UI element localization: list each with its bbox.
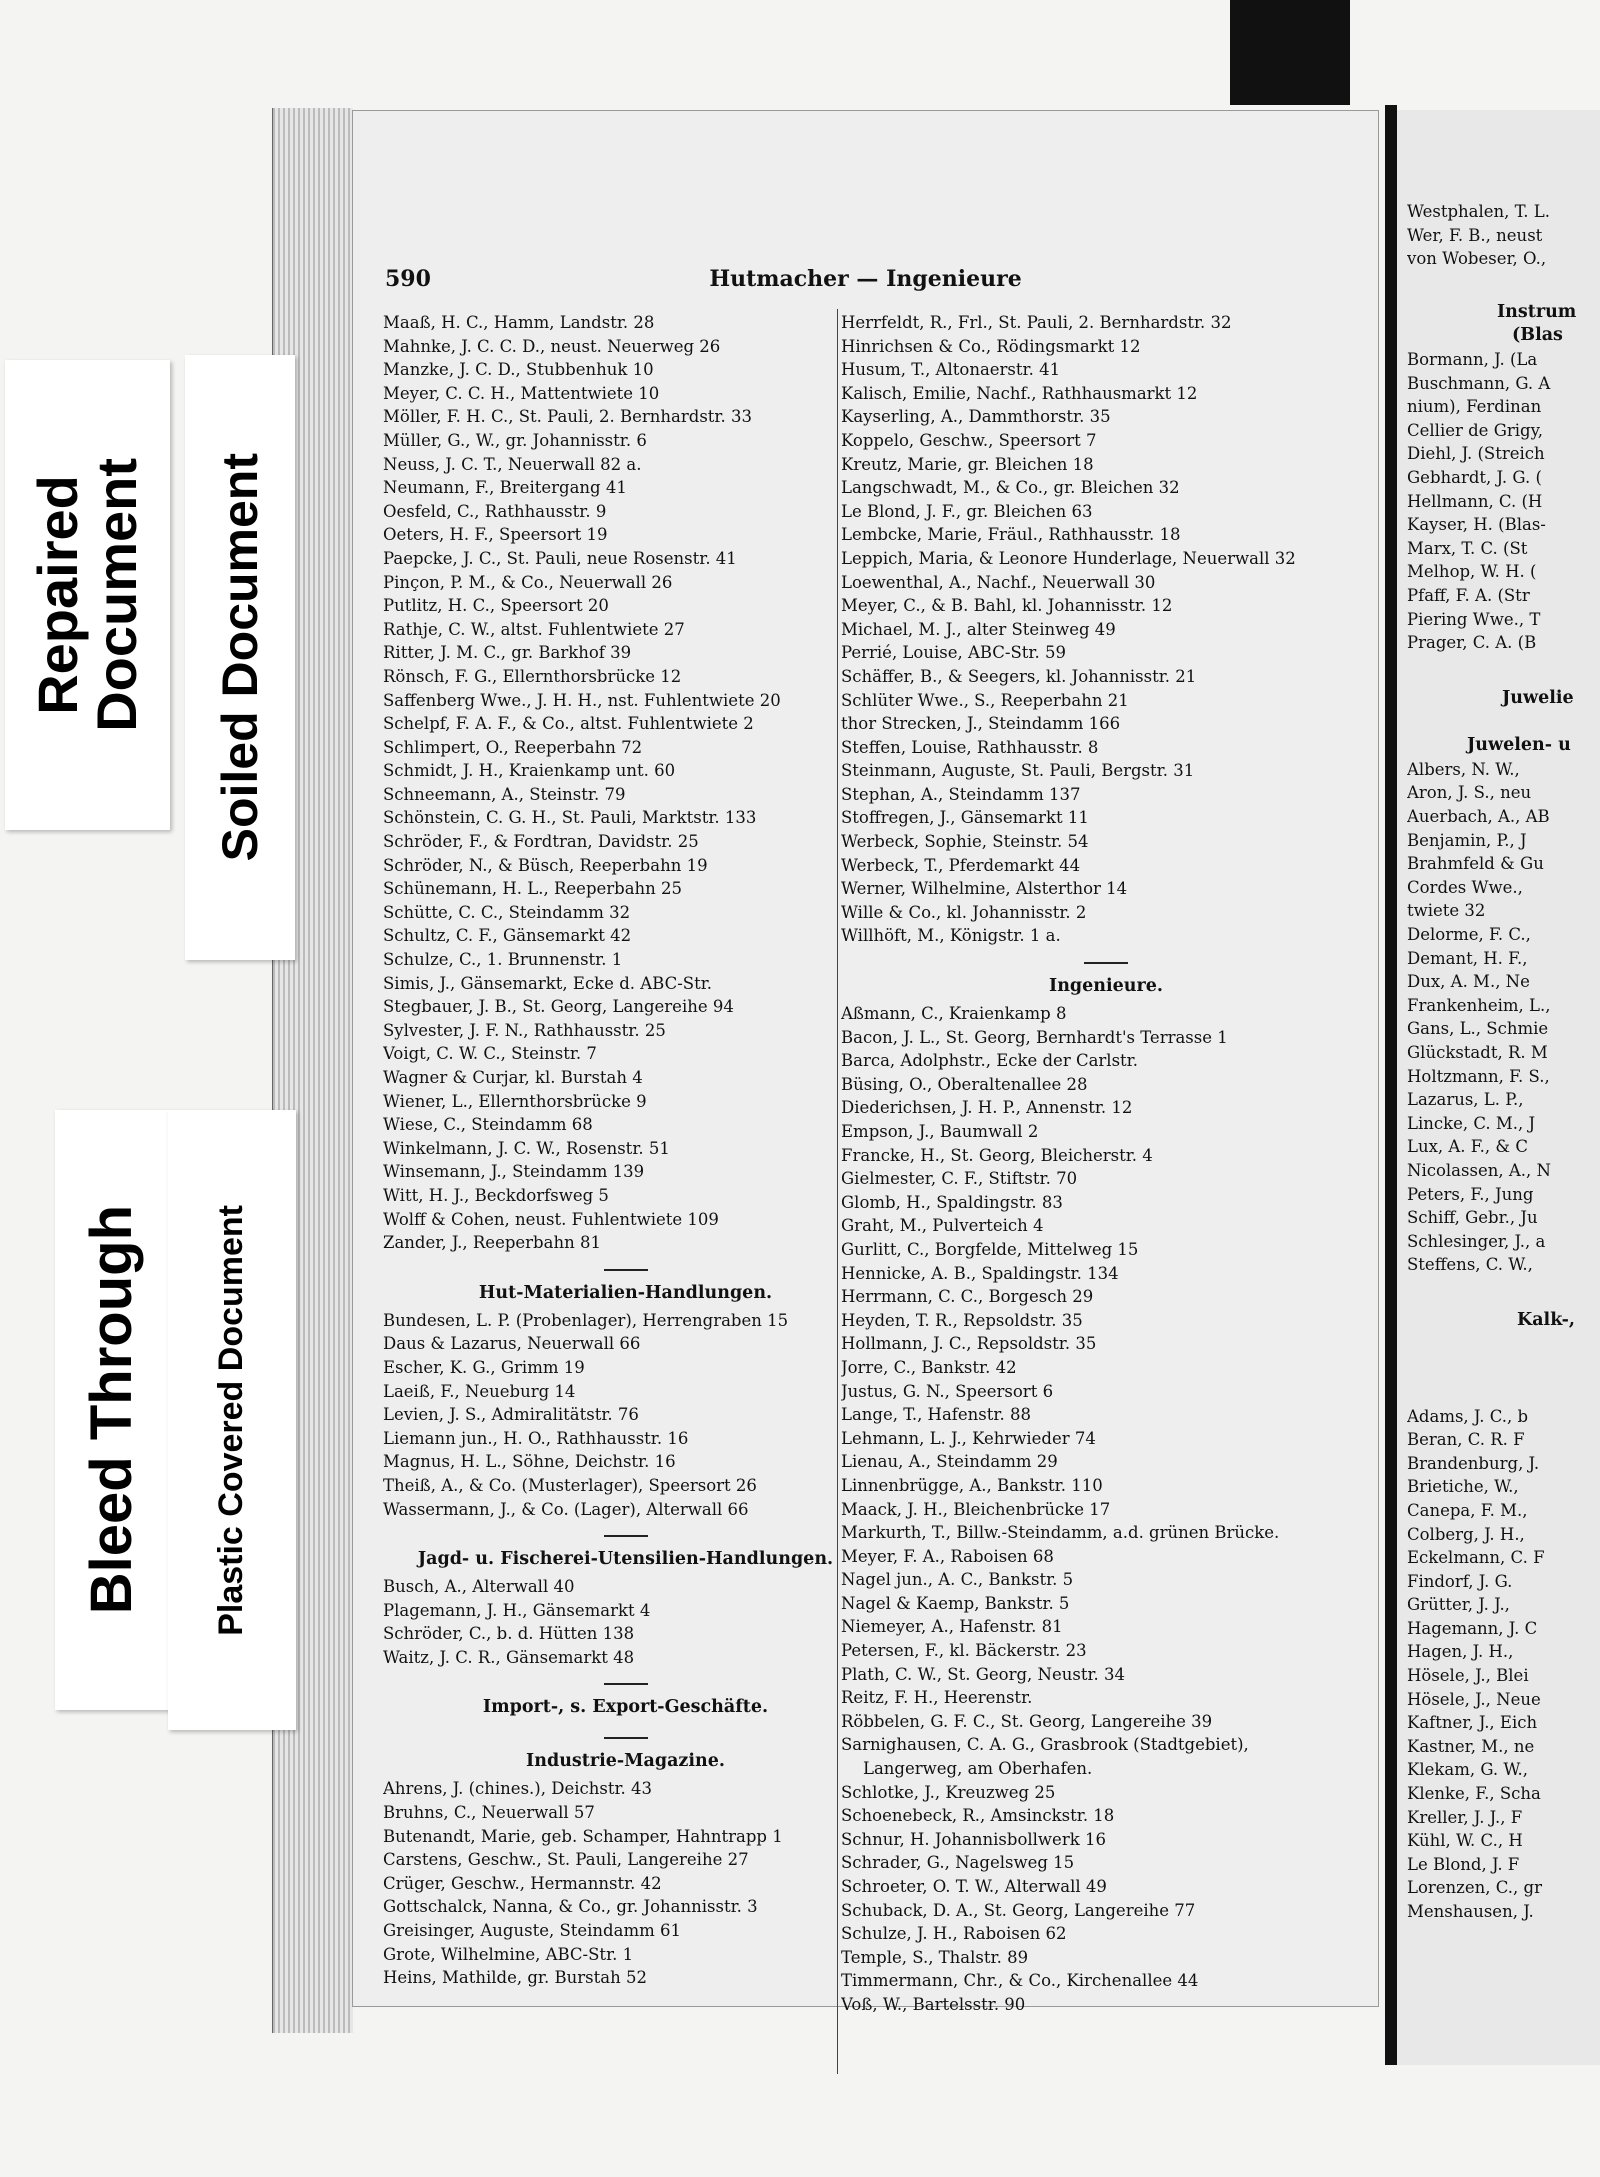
directory-entry: Rathje, C. W., altst. Fuhlentwiete 27 bbox=[383, 619, 685, 639]
facing-entry: Colberg, J. H., bbox=[1407, 1524, 1525, 1544]
section-rule bbox=[604, 1535, 648, 1537]
directory-entry: Schulze, C., 1. Brunnenstr. 1 bbox=[383, 950, 623, 970]
facing-entry: Brandenburg, J. bbox=[1407, 1453, 1540, 1473]
directory-entry: Wiener, L., Ellernthorsbrücke 9 bbox=[383, 1091, 647, 1111]
bleed-through-text: Bleed Through bbox=[79, 1205, 145, 1615]
directory-entry: Meyer, F. A., Raboisen 68 bbox=[841, 1546, 1054, 1566]
bleed-through-tag bbox=[55, 1110, 170, 1710]
directory-entry: Herrfeldt, R., Frl., St. Pauli, 2. Bernhardstr. 32 bbox=[841, 313, 1232, 332]
facing-entry: Brietiche, W., bbox=[1407, 1477, 1519, 1497]
directory-entry: Koppelo, Geschw., Speersort 7 bbox=[841, 430, 1097, 450]
directory-entry: Carstens, Geschw., St. Pauli, Langereihe 27 bbox=[383, 1850, 749, 1870]
directory-entry: Langerweg, am Oberhafen. bbox=[863, 1759, 1093, 1779]
directory-entry: Schröder, N., & Büsch, Reeperbahn 19 bbox=[383, 855, 708, 875]
facing-entry: Westphalen, T. L. bbox=[1407, 202, 1550, 221]
directory-entry: Wille & Co., kl. Johannisstr. 2 bbox=[841, 902, 1087, 922]
directory-entry: Stegbauer, J. B., St. Georg, Langereihe 94 bbox=[383, 997, 734, 1017]
directory-entry: Empson, J., Baumwall 2 bbox=[841, 1122, 1039, 1141]
facing-entry: Aron, J. S., neu bbox=[1407, 783, 1532, 803]
directory-entry: Schröder, C., b. d. Hütten 138 bbox=[383, 1624, 635, 1644]
directory-entry: Bundesen, L. P. (Probenlager), Herrengraben 15 bbox=[383, 1310, 789, 1330]
directory-entry: Schuback, D. A., St. Georg, Langereihe 77 bbox=[841, 1900, 1196, 1920]
directory-entry: Heins, Mathilde, gr. Burstah 52 bbox=[383, 1968, 647, 1988]
facing-entry: Lux, A. F., & C bbox=[1407, 1137, 1528, 1157]
facing-entry: Nicolassen, A., N bbox=[1407, 1160, 1551, 1180]
facing-entry: von Wobeser, O., bbox=[1407, 249, 1547, 269]
directory-entry: Steffen, Louise, Rathhausstr. 8 bbox=[841, 737, 1099, 757]
directory-entry: Glomb, H., Spaldingstr. 83 bbox=[841, 1192, 1063, 1212]
directory-entry: Meyer, C. C. H., Mattentwiete 10 bbox=[383, 383, 660, 403]
directory-entry: Büsing, O., Oberaltenallee 28 bbox=[841, 1074, 1088, 1094]
section-heading-industrie: Industrie-Magazine. bbox=[526, 1751, 725, 1772]
directory-entry: Graht, M., Pulverteich 4 bbox=[841, 1216, 1044, 1236]
facing-entry: Eckelmann, C. F bbox=[1407, 1548, 1545, 1568]
facing-entry: Holtzmann, F. S., bbox=[1407, 1066, 1550, 1086]
directory-entry: Reitz, F. H., Heerenstr. bbox=[841, 1688, 1033, 1708]
facing-entry: Demant, H. F., bbox=[1407, 948, 1528, 968]
directory-entry: Waitz, J. C. R., Gänsemarkt 48 bbox=[383, 1647, 635, 1667]
facing-entry: Brahmfeld & Gu bbox=[1407, 854, 1544, 874]
directory-entry: Maaß, H. C., Hamm, Landstr. 28 bbox=[383, 313, 655, 332]
directory-entry: Bruhns, C., Neuerwall 57 bbox=[383, 1803, 595, 1823]
facing-entry: Dux, A. M., Ne bbox=[1407, 972, 1530, 992]
directory-entry: Lehmann, L. J., Kehrwieder 74 bbox=[841, 1428, 1096, 1448]
directory-entry: Barca, Adolphstr., Ecke der Carlstr. bbox=[841, 1051, 1138, 1071]
facing-entry: Marx, T. C. (St bbox=[1407, 538, 1528, 558]
facing-entry: Diehl, J. (Streich bbox=[1407, 444, 1545, 464]
directory-entry: Neuss, J. C. T., Neuerwall 82 a. bbox=[383, 454, 642, 474]
directory-entry: Oeters, H. F., Speersort 19 bbox=[383, 525, 608, 545]
facing-entry: Bormann, J. (La bbox=[1407, 349, 1538, 369]
directory-entry: Theiß, A., & Co. (Musterlager), Speersort 26 bbox=[383, 1475, 757, 1495]
facing-entry: Schiff, Gebr., Ju bbox=[1407, 1208, 1538, 1228]
directory-entry: Aßmann, C., Kraienkamp 8 bbox=[841, 1004, 1067, 1024]
directory-entry: Plath, C. W., St. Georg, Neustr. 34 bbox=[841, 1664, 1126, 1684]
directory-entry: Kayserling, A., Dammthorstr. 35 bbox=[841, 407, 1111, 427]
section-rule bbox=[604, 1683, 648, 1685]
directory-entry: Schnur, H. Johannisbollwerk 16 bbox=[841, 1829, 1106, 1849]
directory-entry: Nagel jun., A. C., Bankstr. 5 bbox=[841, 1570, 1074, 1590]
directory-entry: Ahrens, J. (chines.), Deichstr. 43 bbox=[383, 1779, 653, 1799]
facing-entry: Kaftner, J., Eich bbox=[1407, 1713, 1538, 1733]
facing-entry: Cordes Wwe., bbox=[1407, 877, 1523, 897]
directory-entry: Manzke, J. C. D., Stubbenhuk 10 bbox=[383, 360, 654, 380]
facing-page-fragment bbox=[1397, 110, 1600, 2065]
directory-entry: Schünemann, H. L., Reeperbahn 25 bbox=[383, 879, 683, 899]
facing-entry: Kühl, W. C., H bbox=[1407, 1831, 1523, 1851]
facing-entry: Gebhardt, J. G. ( bbox=[1407, 467, 1542, 487]
directory-entry: Saffenberg Wwe., J. H. H., nst. Fuhlentwiete 20 bbox=[383, 690, 781, 710]
directory-entry: Paepcke, J. C., St. Pauli, neue Rosenstr. 41 bbox=[383, 548, 737, 568]
directory-entry: Rönsch, F. G., Ellernthorsbrücke 12 bbox=[383, 666, 682, 686]
scanner-dark-band bbox=[1230, 0, 1350, 105]
facing-entry: twiete 32 bbox=[1407, 901, 1486, 921]
directory-entry: Schelpf, F. A. F., & Co., altst. Fuhlentwiete 2 bbox=[383, 714, 754, 734]
directory-entry: Schäffer, B., & Seegers, kl. Johannisstr. 21 bbox=[841, 666, 1197, 686]
facing-column bbox=[1407, 200, 1576, 1924]
directory-entry: Liemann jun., H. O., Rathhausstr. 16 bbox=[383, 1428, 689, 1448]
directory-entry: Perrié, Louise, ABC-Str. 59 bbox=[841, 643, 1066, 663]
facing-entry: Beran, C. R. F bbox=[1407, 1430, 1525, 1450]
directory-entry: Oesfeld, C., Rathhausstr. 9 bbox=[383, 501, 607, 521]
directory-entry: Schneemann, A., Steinstr. 79 bbox=[383, 784, 626, 804]
directory-entry: Schlotke, J., Kreuzweg 25 bbox=[841, 1782, 1056, 1802]
directory-entry: Schütte, C. C., Steindamm 32 bbox=[383, 902, 631, 922]
directory-entry: Magnus, H. L., Söhne, Deichstr. 16 bbox=[383, 1452, 676, 1472]
directory-entry: Schulze, J. H., Raboisen 62 bbox=[841, 1924, 1067, 1944]
directory-entry: Werner, Wilhelmine, Alsterthor 14 bbox=[841, 879, 1128, 899]
directory-entry: Wassermann, J., & Co. (Lager), Alterwall 66 bbox=[383, 1499, 749, 1519]
directory-entry: Husum, T., Altonaerstr. 41 bbox=[841, 360, 1061, 380]
directory-entry: Hollmann, J. C., Repsoldstr. 35 bbox=[841, 1334, 1097, 1354]
facing-entry: Hellmann, C. (H bbox=[1407, 491, 1543, 511]
directory-entry: Schlimpert, O., Reeperbahn 72 bbox=[383, 737, 643, 757]
section-heading-jagd: Jagd- u. Fischerei-Utensilien-Handlungen. bbox=[417, 1549, 834, 1570]
facing-entry: Hösele, J., Neue bbox=[1407, 1689, 1541, 1709]
facing-entry: Hagen, J. H., bbox=[1407, 1642, 1514, 1662]
directory-entry: Mahnke, J. C. C. D., neust. Neuerweg 26 bbox=[383, 336, 721, 356]
directory-entry: Crüger, Geschw., Hermannstr. 42 bbox=[383, 1873, 662, 1893]
directory-entry: Grote, Wilhelmine, ABC-Str. 1 bbox=[383, 1944, 634, 1964]
page-number: 590 bbox=[385, 266, 431, 292]
directory-entry: Niemeyer, A., Hafenstr. 81 bbox=[841, 1617, 1063, 1637]
directory-entry: Neumann, F., Breitergang 41 bbox=[383, 478, 627, 498]
facing-section-juwelen: Juwelen- u bbox=[1467, 735, 1571, 756]
directory-entry: Kalisch, Emilie, Nachf., Rathhausmarkt 12 bbox=[841, 383, 1198, 403]
directory-entry: Schmidt, J. H., Kraienkamp unt. 60 bbox=[383, 761, 676, 781]
directory-entry: Schrader, G., Nagelsweg 15 bbox=[841, 1853, 1075, 1873]
directory-entry: Lembcke, Marie, Fräul., Rathhausstr. 18 bbox=[841, 525, 1181, 545]
directory-entry: Petersen, F., kl. Bäckerstr. 23 bbox=[841, 1641, 1087, 1661]
directory-entry: Diederichsen, J. H. P., Annenstr. 12 bbox=[841, 1098, 1133, 1118]
directory-entry: Markurth, T., Billw.-Steindamm, a.d. grünen Brücke. bbox=[841, 1523, 1280, 1543]
facing-entry: Klekam, G. W., bbox=[1407, 1760, 1528, 1780]
facing-entry: Findorf, J. G. bbox=[1407, 1571, 1513, 1591]
directory-entry: Le Blond, J. F., gr. Bleichen 63 bbox=[841, 501, 1093, 521]
facing-entry: Steffens, C. W., bbox=[1407, 1255, 1533, 1275]
facing-section-juwelier: Juwelie bbox=[1502, 687, 1574, 708]
directory-entry: Sarnighausen, C. A. G., Grasbrook (Stadtgebiet), bbox=[841, 1735, 1249, 1755]
facing-entry: Schlesinger, J., a bbox=[1407, 1231, 1546, 1251]
directory-entry: Hennicke, A. B., Spaldingstr. 134 bbox=[841, 1263, 1119, 1283]
facing-entry: Pfaff, F. A. (Str bbox=[1407, 585, 1530, 605]
directory-entry: Stoffregen, J., Gänsemarkt 11 bbox=[841, 808, 1089, 828]
directory-entry: Loewenthal, A., Nachf., Neuerwall 30 bbox=[841, 572, 1156, 592]
facing-entry: Cellier de Grigy, bbox=[1407, 420, 1543, 440]
directory-entry: Timmermann, Chr., & Co., Kirchenallee 44 bbox=[841, 1971, 1199, 1991]
directory-entry: Maack, J. H., Bleichenbrücke 17 bbox=[841, 1499, 1111, 1519]
directory-entry: Butenandt, Marie, geb. Schamper, Hahntrapp 1 bbox=[383, 1826, 783, 1846]
facing-entry: Frankenheim, L., bbox=[1407, 995, 1551, 1015]
section-heading-hut: Hut-Materialien-Handlungen. bbox=[478, 1282, 773, 1303]
directory-entry: Röbbelen, G. F. C., St. Georg, Langereihe 39 bbox=[841, 1711, 1213, 1731]
facing-entry: Grütter, J. J., bbox=[1407, 1595, 1510, 1615]
book-gutter-strip bbox=[1385, 105, 1397, 2065]
directory-entry: Wiese, C., Steindamm 68 bbox=[383, 1115, 593, 1135]
facing-entry: Hagemann, J. C bbox=[1407, 1618, 1538, 1638]
facing-entry: Auerbach, A., AB bbox=[1407, 807, 1550, 827]
facing-entry: Hösele, J., Blei bbox=[1407, 1666, 1529, 1686]
directory-entry: Gielmester, C. F., Stiftstr. 70 bbox=[841, 1169, 1078, 1189]
directory-entry: Stephan, A., Steindamm 137 bbox=[841, 784, 1081, 804]
directory-entry: Escher, K. G., Grimm 19 bbox=[383, 1357, 585, 1377]
directory-entry: Levien, J. S., Admiralitätstr. 76 bbox=[383, 1405, 639, 1425]
middle-column bbox=[841, 311, 1371, 2017]
directory-entry: thor Strecken, J., Steindamm 166 bbox=[841, 714, 1121, 734]
directory-entry: Greisinger, Auguste, Steindamm 61 bbox=[383, 1921, 681, 1941]
directory-entry: Schönstein, C. G. H., St. Pauli, Marktstr. 133 bbox=[383, 808, 757, 828]
facing-entry: Benjamin, P., J bbox=[1407, 830, 1527, 850]
directory-entry: Willhöft, M., Königstr. 1 a. bbox=[841, 926, 1061, 946]
directory-entry: Winkelmann, J. C. W., Rosenstr. 51 bbox=[383, 1138, 670, 1158]
directory-entry: Langschwadt, M., & Co., gr. Bleichen 32 bbox=[841, 478, 1180, 498]
directory-entry: Schroeter, O. T. W., Alterwall 49 bbox=[841, 1877, 1107, 1896]
directory-entry: Linnenbrügge, A., Bankstr. 110 bbox=[841, 1475, 1103, 1495]
directory-entry: Hinrichsen & Co., Rödingsmarkt 12 bbox=[841, 336, 1141, 356]
facing-entry: Glückstadt, R. M bbox=[1407, 1043, 1548, 1062]
facing-entry: Adams, J. C., b bbox=[1407, 1406, 1529, 1426]
facing-entry: Le Blond, J. F bbox=[1407, 1854, 1520, 1874]
directory-entry: Schröder, F., & Fordtran, Davidstr. 25 bbox=[383, 832, 699, 852]
facing-section-blas: (Blas bbox=[1512, 325, 1563, 346]
facing-entry: Klenke, F., Scha bbox=[1407, 1784, 1541, 1804]
directory-entry: Heyden, T. R., Repsoldstr. 35 bbox=[841, 1310, 1083, 1330]
directory-entry: Winsemann, J., Steindamm 139 bbox=[383, 1162, 645, 1182]
page-title: Hutmacher — Ingenieure bbox=[709, 266, 1022, 292]
directory-entry: Zander, J., Reeperbahn 81 bbox=[383, 1233, 601, 1253]
directory-entry: Michael, M. J., alter Steinweg 49 bbox=[841, 619, 1116, 639]
directory-entry: Pinçon, P. M., & Co., Neuerwall 26 bbox=[383, 572, 673, 592]
directory-page bbox=[352, 110, 1379, 2014]
directory-entry: Sylvester, J. F. N., Rathhausstr. 25 bbox=[383, 1020, 666, 1040]
repaired-document-text: Repaired Document bbox=[25, 458, 148, 732]
directory-entry: Möller, F. H. C., St. Pauli, 2. Bernhardstr. 33 bbox=[383, 407, 752, 427]
left-column bbox=[383, 311, 868, 1990]
directory-entry: Lienau, A., Steindamm 29 bbox=[841, 1452, 1058, 1472]
repaired-document-tag bbox=[5, 360, 170, 830]
facing-entry: nium), Ferdinan bbox=[1407, 397, 1542, 417]
directory-entry: Wagner & Curjar, kl. Burstah 4 bbox=[383, 1068, 643, 1087]
facing-entry: Gans, L., Schmie bbox=[1407, 1019, 1549, 1039]
directory-entry: Voß, W., Bartelsstr. 90 bbox=[841, 1994, 1026, 2014]
directory-entry: Werbeck, T., Pferdemarkt 44 bbox=[841, 855, 1081, 875]
directory-entry: Wolff & Cohen, neust. Fuhlentwiete 109 bbox=[383, 1209, 719, 1229]
facing-entry: Menshausen, J. bbox=[1407, 1902, 1534, 1921]
directory-entry: Schultz, C. F., Gänsemarkt 42 bbox=[383, 926, 632, 946]
directory-entry: Gottschalck, Nanna, & Co., gr. Johannisstr. 3 bbox=[383, 1897, 758, 1917]
directory-entry: Leppich, Maria, & Leonore Hunderlage, Neuerwall 32 bbox=[841, 548, 1296, 568]
facing-entry: Kayser, H. (Blas- bbox=[1407, 515, 1546, 535]
directory-entry: Temple, S., Thalstr. 89 bbox=[841, 1947, 1029, 1967]
facing-entry: Piering Wwe., T bbox=[1407, 609, 1541, 629]
directory-entry: Witt, H. J., Beckdorfsweg 5 bbox=[383, 1185, 609, 1205]
section-rule bbox=[1084, 962, 1128, 964]
section-heading-import: Import-, s. Export-Geschäfte. bbox=[482, 1697, 769, 1718]
facing-section-instrum: Instrum bbox=[1497, 301, 1577, 322]
facing-entry: Canepa, F. M., bbox=[1407, 1500, 1528, 1520]
directory-entry: Lange, T., Hafenstr. 88 bbox=[841, 1405, 1031, 1425]
directory-entry: Gurlitt, C., Borgfelde, Mittelweg 15 bbox=[841, 1239, 1139, 1259]
section-heading-ingenieure: Ingenieure. bbox=[1049, 976, 1163, 997]
facing-entry: Lorenzen, C., gr bbox=[1407, 1878, 1542, 1898]
directory-entry: Daus & Lazarus, Neuerwall 66 bbox=[383, 1334, 641, 1354]
facing-entry: Prager, C. A. (B bbox=[1407, 633, 1537, 653]
directory-entry: Meyer, C., & B. Bahl, kl. Johannisstr. 12 bbox=[841, 596, 1173, 616]
directory-entry: Voigt, C. W. C., Steinstr. 7 bbox=[383, 1044, 597, 1064]
facing-entry: Buschmann, G. A bbox=[1407, 373, 1551, 393]
section-rule bbox=[604, 1269, 648, 1271]
directory-entry: Plagemann, J. H., Gänsemarkt 4 bbox=[383, 1600, 651, 1620]
directory-entry: Ritter, J. M. C., gr. Barkhof 39 bbox=[383, 643, 632, 663]
directory-entry: Francke, H., St. Georg, Bleicherstr. 4 bbox=[841, 1145, 1153, 1165]
plastic-covered-tag bbox=[168, 1110, 296, 1730]
directory-entry: Müller, G., W., gr. Johannisstr. 6 bbox=[383, 430, 647, 450]
directory-entry: Herrmann, C. C., Borgesch 29 bbox=[841, 1287, 1094, 1307]
facing-entry: Lazarus, L. P., bbox=[1407, 1090, 1524, 1110]
facing-entry: Kastner, M., ne bbox=[1407, 1736, 1535, 1756]
page-header bbox=[353, 266, 1378, 302]
facing-entry: Kreller, J. J., F bbox=[1407, 1807, 1523, 1827]
directory-entry: Simis, J., Gänsemarkt, Ecke d. ABC-Str. bbox=[383, 973, 713, 993]
facing-entry: Wer, F. B., neust bbox=[1407, 225, 1543, 245]
directory-entry: Schoenebeck, R., Amsinckstr. 18 bbox=[841, 1806, 1115, 1826]
directory-entry: Busch, A., Alterwall 40 bbox=[383, 1577, 575, 1597]
directory-entry: Bacon, J. L., St. Georg, Bernhardt's Terrasse 1 bbox=[841, 1027, 1228, 1047]
facing-entry: Peters, F., Jung bbox=[1407, 1184, 1534, 1204]
facing-entry: Albers, N. W., bbox=[1407, 759, 1520, 779]
directory-entry: Laeiß, F., Neueburg 14 bbox=[383, 1381, 576, 1401]
directory-entry: Steinmann, Auguste, St. Pauli, Bergstr. 31 bbox=[841, 761, 1195, 781]
soiled-document-text: Soiled Document bbox=[211, 453, 268, 862]
soiled-document-tag bbox=[185, 355, 295, 960]
directory-entry: Schlüter Wwe., S., Reeperbahn 21 bbox=[841, 690, 1129, 710]
directory-entry: Werbeck, Sophie, Steinstr. 54 bbox=[841, 832, 1089, 852]
directory-entry: Justus, G. N., Speersort 6 bbox=[841, 1381, 1054, 1401]
plastic-covered-text: Plastic Covered Document bbox=[212, 1204, 251, 1636]
facing-entry: Delorme, F. C., bbox=[1407, 925, 1531, 945]
directory-entry: Jorre, C., Bankstr. 42 bbox=[841, 1357, 1017, 1377]
facing-entry: Melhop, W. H. ( bbox=[1407, 562, 1537, 582]
facing-section-kalk: Kalk-, bbox=[1517, 1309, 1575, 1330]
directory-entry: Putlitz, H. C., Speersort 20 bbox=[383, 596, 609, 616]
directory-entry: Nagel & Kaemp, Bankstr. 5 bbox=[841, 1593, 1070, 1613]
directory-entry: Kreutz, Marie, gr. Bleichen 18 bbox=[841, 454, 1094, 474]
section-rule bbox=[604, 1737, 648, 1739]
facing-entry: Lincke, C. M., J bbox=[1407, 1113, 1536, 1133]
